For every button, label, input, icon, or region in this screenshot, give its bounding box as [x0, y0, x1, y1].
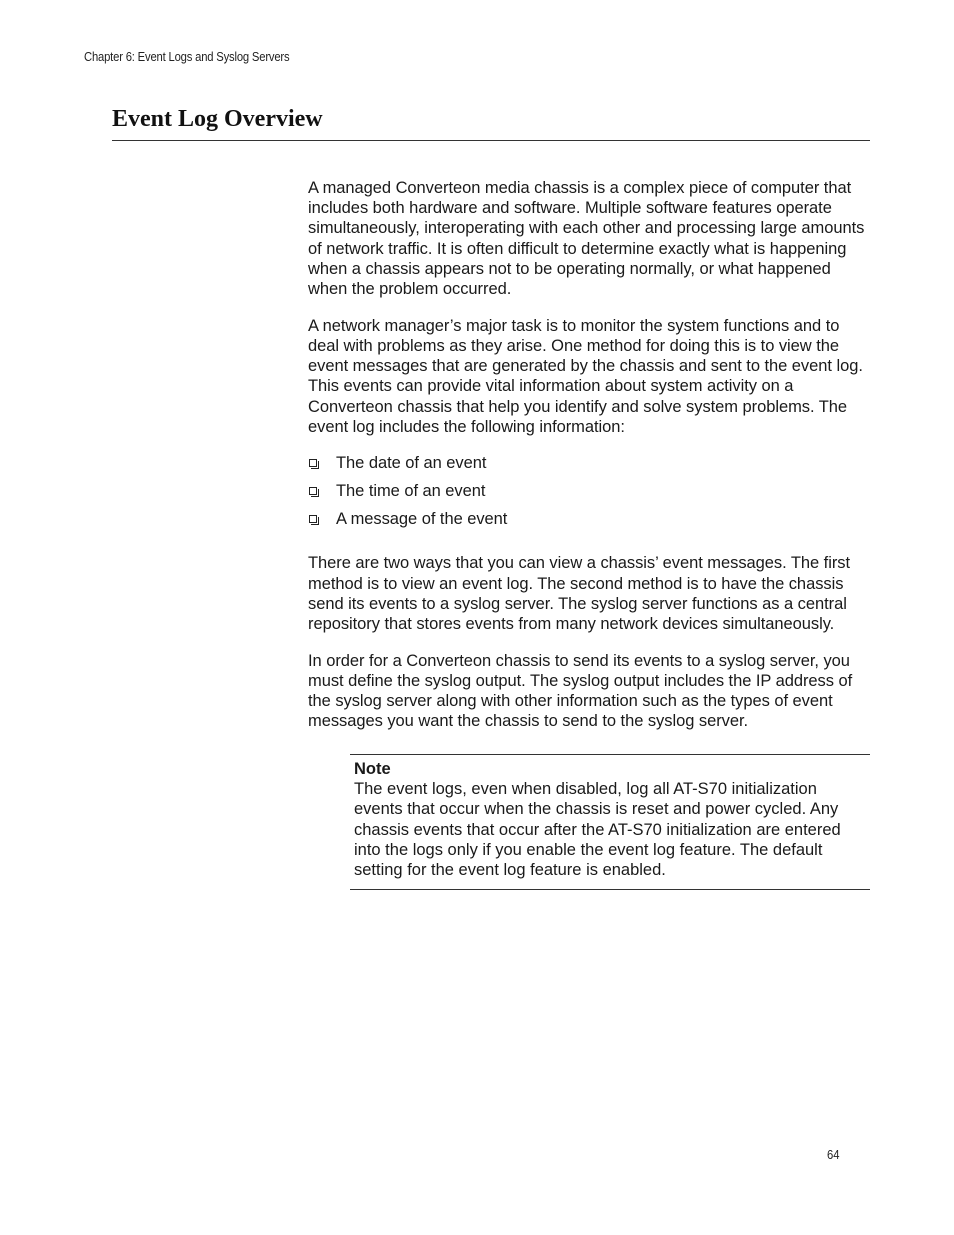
list-item — [308, 509, 870, 537]
page-number: 64 — [827, 1148, 840, 1162]
body-column — [308, 178, 870, 748]
body-paragraph: A network manager’s major task is to monitor the system functions and to deal with problems as they arise. One method for doing this is to view the event messages that are generated by the chassis and sent to the event log. This events can provide vital information about system activity on a Converteon chassis that help you identify and solve system problems. The event log includes the following information: — [308, 316, 863, 436]
note-heading: Note — [354, 760, 391, 778]
list-item — [308, 481, 870, 509]
list-item-text: The date of an event — [336, 454, 487, 473]
list-item — [308, 453, 870, 481]
title-rule — [112, 140, 870, 141]
checkbox-bullet-icon — [309, 459, 317, 467]
list-item-text: A message of the event — [336, 510, 508, 529]
running-header: Chapter 6: Event Logs and Syslog Servers — [84, 50, 290, 64]
note-box — [350, 754, 870, 890]
checkbox-bullet-icon — [309, 487, 317, 495]
checkbox-bullet-icon — [309, 515, 317, 523]
note-text: The event logs, even when disabled, log all AT-S70 initialization events that occur when the chassis is reset and power cycled. Any chassis events that occur after the AT-S70 initialization are entered into the logs only if you enable the event log feature. The default setting for the event log feature is enabled. — [354, 780, 841, 880]
list-item-text: The time of an event — [336, 482, 486, 501]
body-paragraph: A managed Converteon media chassis is a complex piece of computer that includes both hardware and software. Multiple software features operate simultaneously, interoperating with each other and processing large amounts of network traffic. It is often difficult to determine exactly what is happening when a chassis appears not to be operating normally, or what happened when the problem occurred. — [308, 179, 865, 299]
bullet-list — [308, 453, 870, 537]
body-paragraph: In order for a Converteon chassis to send its events to a syslog server, you must define the syslog output. The syslog output includes the IP address of the syslog server along with other information such as the types of event messages you want the chassis to send to the syslog server. — [308, 651, 853, 731]
body-paragraph: There are two ways that you can view a chassis’ event messages. The first method is to view an event log. The second method is to have the chassis send its events to a syslog server. The syslog server functions as a central repository that stores events from many network devices simultaneously. — [308, 554, 851, 634]
section-title: Event Log Overview — [112, 106, 323, 132]
